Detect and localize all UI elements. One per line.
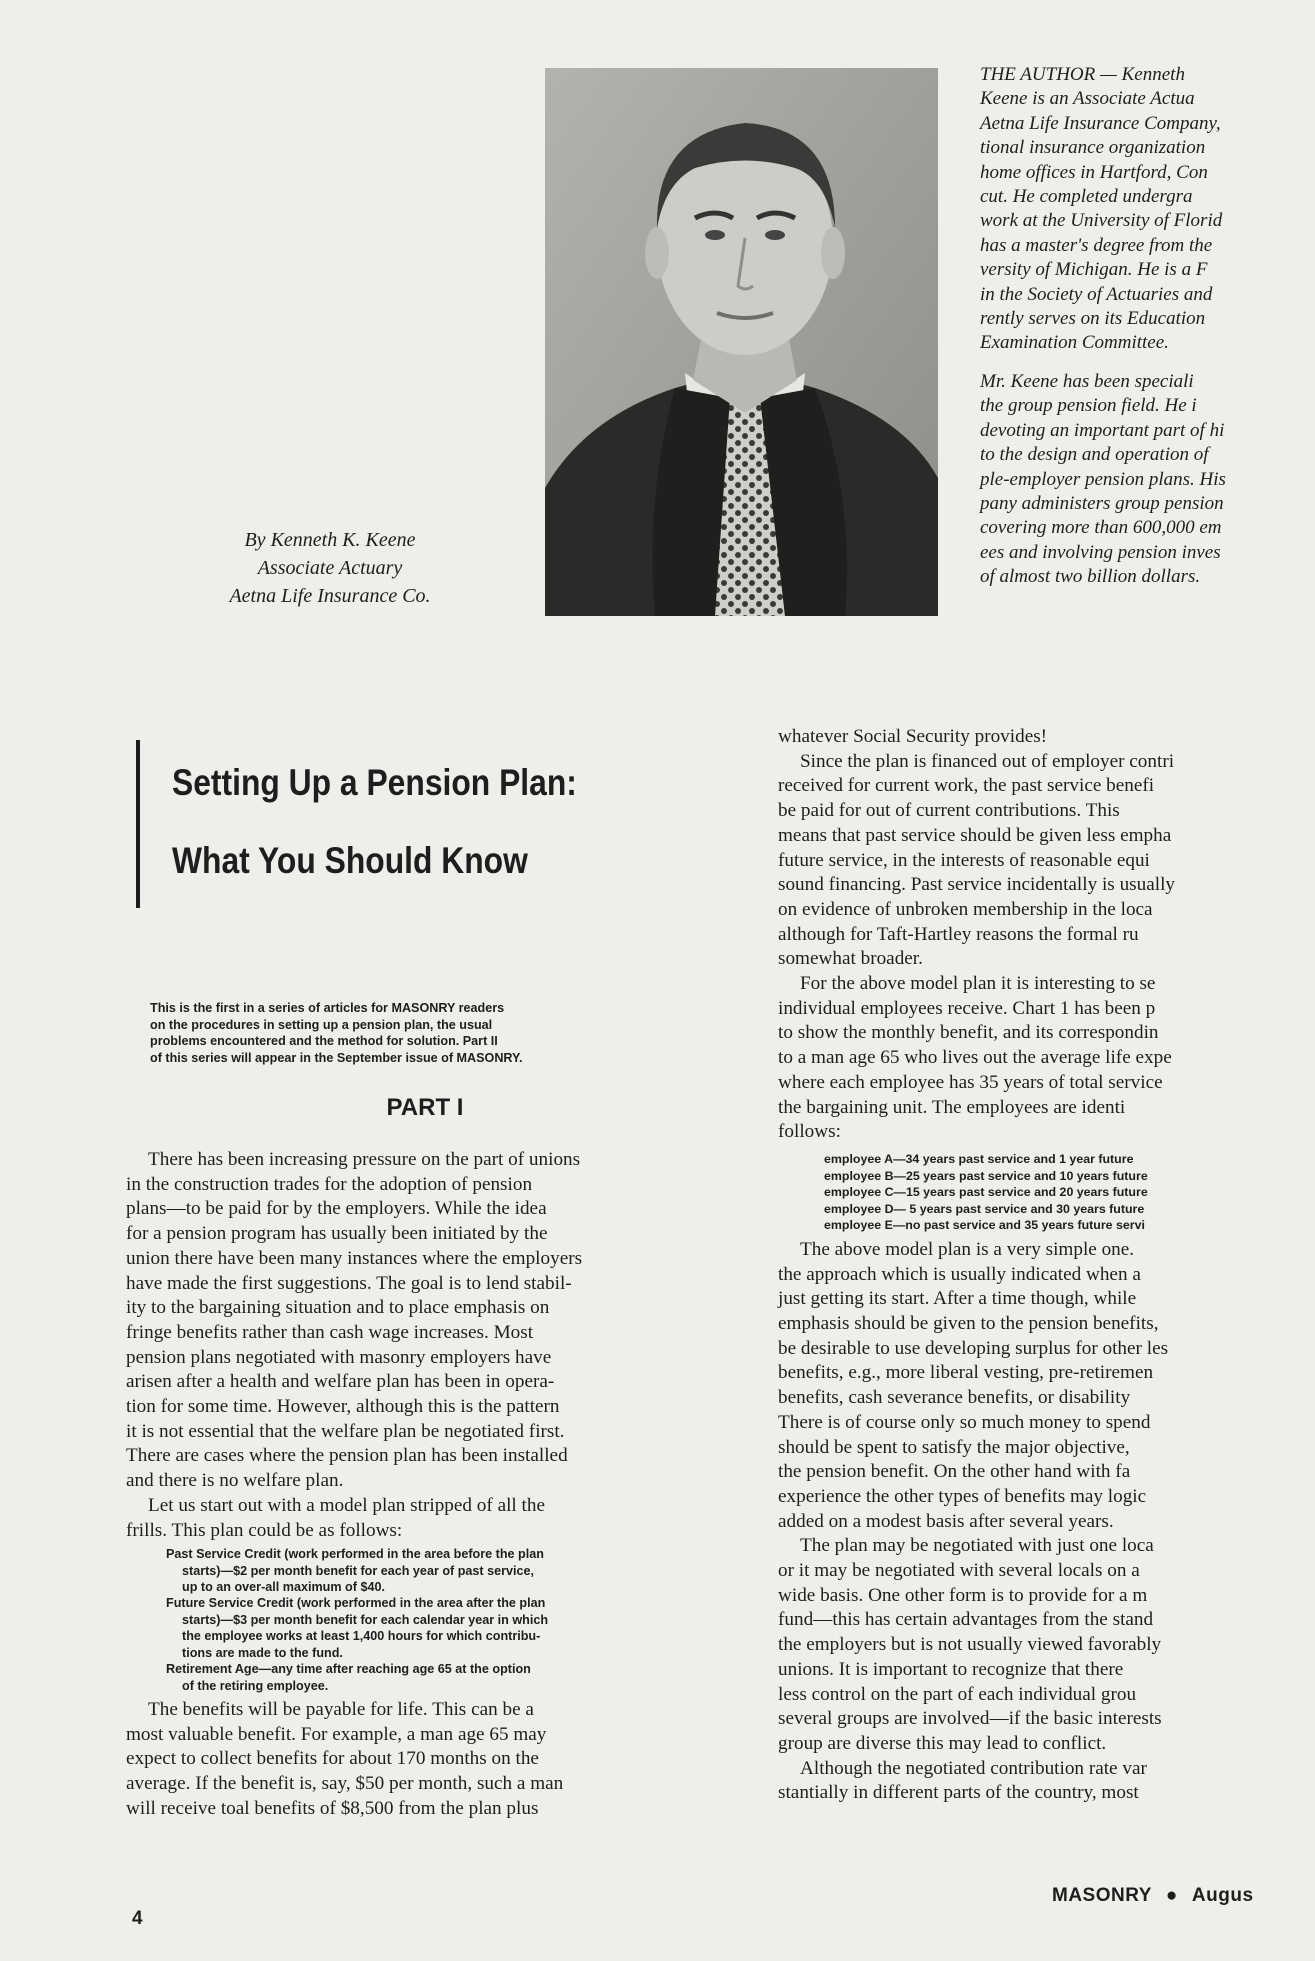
body-line: whatever Social Security provides! (778, 726, 1048, 747)
body-line: to show the monthly benefit, and its correspondin (778, 1022, 1159, 1044)
bio-line: versity of Michigan. He is a F (980, 259, 1208, 281)
body-line: in the construction trades for the adoption of pension (126, 1173, 533, 1195)
body-line: experience the other types of benefits may logic (778, 1485, 1147, 1507)
body-line: the approach which is usually indicated when a (778, 1263, 1141, 1285)
bio-line: to the design and operation of (980, 444, 1209, 466)
footer-month: Augus (1191, 1885, 1254, 1906)
intro-blurb (150, 1000, 790, 1066)
body-line: group are diverse this may lead to conflict. (778, 1732, 1107, 1754)
bio-line: Examination Committee. (980, 332, 1169, 354)
plan-item-line: Past Service Credit (work performed in the area before the plan (166, 1547, 544, 1562)
body-line: The plan may be negotiated with just one loca (800, 1535, 1154, 1557)
intro-line: on the procedures in setting up a pension plan, the usual (150, 1017, 493, 1032)
body-line: The benefits will be payable for life. This can be a (148, 1698, 534, 1720)
body-line: most valuable benefit. For example, a man age 65 may (126, 1723, 547, 1745)
body-line: fund—this has certain advantages from the stand (778, 1609, 1154, 1631)
body-line: benefits, cash severance benefits, or disability (778, 1387, 1131, 1409)
body-line: to a man age 65 who lives out the average life expe (778, 1047, 1172, 1069)
body-line: it is not essential that the welfare plan be negotiated first. (126, 1420, 565, 1442)
body-line: individual employees receive. Chart 1 has been p (778, 997, 1156, 1019)
body-line: pension plans negotiated with masonry employers have (126, 1346, 552, 1368)
body-line: There has been increasing pressure on the part of unions (148, 1149, 581, 1170)
body-line: The above model plan is a very simple one. (800, 1238, 1135, 1260)
plan-item (126, 1546, 731, 1595)
plan-item-line: starts)—$2 per month benefit for each year of past service, (182, 1563, 535, 1578)
paragraph (126, 1148, 731, 1494)
body-line: the pension benefit. On the other hand with fa (778, 1461, 1131, 1483)
body-line: average. If the benefit is, say, $50 per month, such a man (126, 1773, 564, 1795)
body-line: follows: (778, 1121, 841, 1143)
byline-title: Associate Actuary (257, 557, 403, 579)
employee-list (824, 1151, 1315, 1234)
bio-line: devoting an important part of hi (980, 419, 1225, 441)
body-line: ity to the bargaining situation and to place emphasis on (126, 1297, 550, 1319)
employee-line: employee A—34 years past service and 1 year future (824, 1151, 1134, 1166)
body-line: wide basis. One other form is to provide for a m (778, 1584, 1148, 1606)
body-line: Let us start out with a model plan stripped of all the (148, 1494, 545, 1516)
employee-line: employee E—no past service and 35 years future servi (824, 1218, 1145, 1233)
body-line: be paid for out of current contributions. This (778, 800, 1120, 822)
plan-item-line: the employee works at least 1,400 hours for which contribu- (182, 1629, 541, 1644)
paragraph (778, 972, 1315, 1145)
body-line: will receive toal benefits of $8,500 from the plan plus (126, 1797, 539, 1819)
bio-line: ple-employer pension plans. His (980, 468, 1226, 490)
bio-line: Keene is an Associate Actua (980, 88, 1195, 110)
bio-line: has a master's degree from the (980, 234, 1213, 256)
body-line: For the above model plan it is interesting to se (800, 973, 1156, 995)
paragraph (778, 1534, 1315, 1756)
body-line: less control on the part of each individual grou (778, 1683, 1137, 1705)
body-line: should be spent to satisfy the major objective, (778, 1436, 1130, 1458)
body-line: the employers but is not usually viewed favorably (778, 1634, 1162, 1656)
page-number: 4 (132, 1908, 143, 1929)
left-column (126, 1148, 731, 1821)
bio-line: THE AUTHOR — Kenneth (980, 64, 1185, 85)
bio-line: Aetna Life Insurance Company, (980, 112, 1221, 134)
body-line: emphasis should be given to the pension benefits, (778, 1313, 1159, 1335)
paragraph (778, 750, 1315, 972)
title-line-2: What You Should Know (172, 840, 528, 881)
paragraph (778, 1757, 1315, 1806)
plan-item-line: of the retiring employee. (182, 1678, 329, 1693)
bio-line: cut. He completed undergra (980, 186, 1193, 208)
body-line: or it may be negotiated with several locals on a (778, 1560, 1140, 1582)
body-line: frills. This plan could be as follows: (126, 1519, 403, 1541)
article-title (172, 744, 654, 900)
bio-line: covering more than 600,000 em (980, 517, 1222, 539)
employee-line: employee D— 5 years past service and 30 years future (824, 1201, 1145, 1216)
bio-line: Mr. Keene has been speciali (980, 370, 1194, 392)
body-line: on evidence of unbroken membership in the loca (778, 898, 1153, 920)
bio-line: rently serves on its Education (980, 308, 1206, 330)
body-line: although for Taft-Hartley reasons the formal ru (778, 923, 1139, 945)
body-line: tion for some time. However, although this is the pattern (126, 1396, 560, 1418)
body-line: be desirable to use developing surplus for other les (778, 1337, 1169, 1359)
paragraph (126, 1698, 731, 1822)
byline-company: Aetna Life Insurance Co. (229, 585, 431, 607)
body-line: means that past service should be given less empha (778, 824, 1172, 846)
running-footer (1052, 1885, 1254, 1907)
employee-line: employee B—25 years past service and 10 years future (824, 1168, 1148, 1183)
body-line: where each employee has 35 years of total service (778, 1071, 1163, 1093)
byline (150, 526, 510, 610)
body-line: expect to collect benefits for about 170 months on the (126, 1748, 539, 1770)
intro-line: problems encountered and the method for solution. Part II (150, 1034, 498, 1049)
plan-item-line: starts)—$3 per month benefit for each calendar year in which (182, 1612, 549, 1627)
title-line-1: Setting Up a Pension Plan: (172, 762, 577, 803)
body-line: for a pension program has usually been initiated by the (126, 1223, 548, 1245)
plan-list (126, 1546, 731, 1694)
bio-line: home offices in Hartford, Con (980, 161, 1208, 183)
body-line: and there is no welfare plan. (126, 1470, 344, 1492)
plan-item-line: up to an over-all maximum of $40. (182, 1580, 385, 1595)
right-column (778, 725, 1315, 1806)
byline-name: By Kenneth K. Keene (244, 529, 416, 551)
plan-item-line: Retirement Age—any time after reaching age 65 at the option (166, 1662, 531, 1677)
body-line: plans—to be paid for by the employers. While the idea (126, 1198, 547, 1220)
body-line: several groups are involved—if the basic interests (778, 1708, 1162, 1730)
body-line: added on a modest basis after several years. (778, 1510, 1114, 1532)
body-line: There are cases where the pension plan has been installed (126, 1445, 568, 1467)
plan-item (126, 1661, 731, 1694)
body-line: unions. It is important to recognize that there (778, 1658, 1124, 1680)
bio-line: of almost two billion dollars. (980, 566, 1201, 588)
body-line: the bargaining unit. The employees are identi (778, 1096, 1126, 1118)
body-line: benefits, e.g., more liberal vesting, pre-retiremen (778, 1362, 1154, 1384)
employee-line: employee C—15 years past service and 20 years future (824, 1185, 1148, 1200)
bio-paragraph-1 (980, 63, 1315, 356)
bio-line: ees and involving pension inves (980, 541, 1221, 563)
plan-item-line: Future Service Credit (work performed in the area after the plan (166, 1596, 546, 1611)
body-line: fringe benefits rather than cash wage increases. Most (126, 1321, 534, 1343)
body-line: somewhat broader. (778, 948, 923, 970)
body-line: Since the plan is financed out of employer contri (800, 750, 1175, 772)
body-line: arisen after a health and welfare plan has been in opera- (126, 1371, 555, 1393)
author-bio (980, 63, 1315, 590)
bio-paragraph-2 (980, 370, 1315, 590)
bio-line: work at the University of Florid (980, 210, 1223, 232)
footer-bullet: ● (1165, 1885, 1178, 1906)
intro-line: of this series will appear in the September issue of MASONRY. (150, 1050, 523, 1065)
plan-item-line: tions are made to the fund. (182, 1645, 343, 1660)
body-line: future service, in the interests of reasonable equi (778, 849, 1150, 871)
paragraph (778, 1238, 1315, 1534)
bio-line: in the Society of Actuaries and (980, 283, 1213, 305)
body-line: There is of course only so much money to spend (778, 1411, 1151, 1433)
body-line: sound financing. Past service incidentally is usually (778, 874, 1175, 896)
body-line: union there have been many instances where the employers (126, 1247, 583, 1269)
body-line: stantially in different parts of the country, most (778, 1782, 1139, 1804)
body-line: just getting its start. After a time though, while (778, 1288, 1137, 1310)
body-line: received for current work, the past service benefi (778, 775, 1155, 797)
body-line: Although the negotiated contribution rate var (800, 1757, 1147, 1779)
paragraph (778, 725, 1315, 750)
title-rule (136, 740, 140, 908)
bio-line: tional insurance organization (980, 137, 1206, 159)
plan-item (126, 1595, 731, 1661)
author-photo (545, 68, 938, 616)
part-heading: PART I (386, 1094, 464, 1121)
paragraph (126, 1494, 731, 1543)
bio-line: pany administers group pension (980, 492, 1224, 514)
footer-magazine: MASONRY (1052, 1885, 1152, 1906)
intro-line: This is the first in a series of articles for MASONRY readers (150, 1001, 505, 1015)
bio-line: the group pension field. He i (980, 395, 1197, 417)
body-line: have made the first suggestions. The goal is to lend stabil- (126, 1272, 572, 1294)
